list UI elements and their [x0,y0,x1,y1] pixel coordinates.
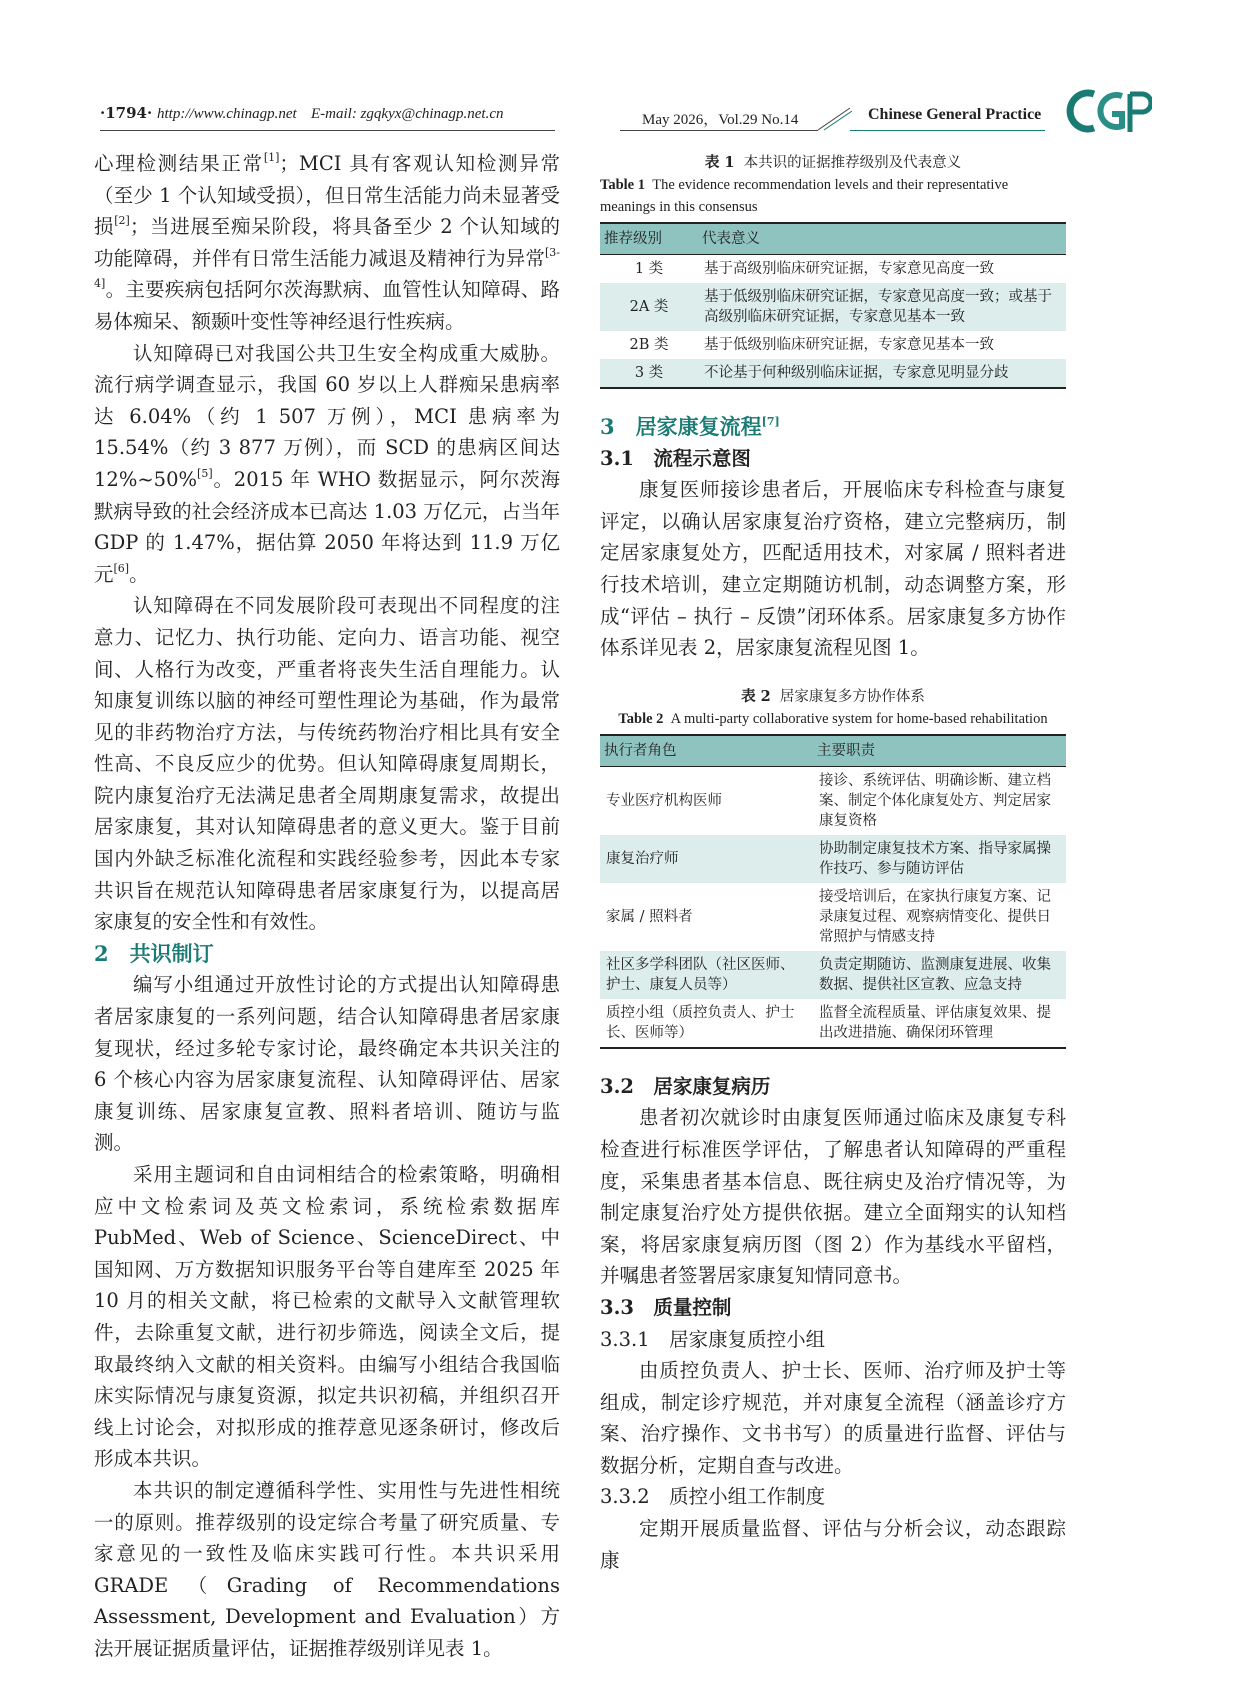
issue-date: May 2026，Vol.29 No.14 [642,112,799,128]
paragraph-1: 心理检测结果正常[1]；MCI 具有客观认知检测异常（至少 1 个认知域受损），但日常生活能力尚未显著受损[2]；当进展至痴呆阶段，将具备至少 2 个认知域的功能障碍，并伴有日常生活能力减退及精神行为异常[3-4]。主要疾病包括阿尔茨海默病、血管性认知障碍、路易体痴呆、额颞叶变性等神经退行性疾病。 [94,151,560,333]
citation[interactable]: [1] [263,151,280,164]
citation[interactable]: [3-4] [94,245,560,291]
journal-email[interactable]: E-mail: zgqkyx@chinagp.net.cn [311,106,504,122]
subsection-3-3: 3.3 质量控制 [600,1295,732,1319]
table-1-header: 代表意义 [698,223,1066,255]
subsection-3-3-1: 3.3.1 居家康复质控小组 [600,1327,826,1351]
page-number: ·1794· [100,104,153,122]
table-2-caption-cn: 表 2 居家康复多方协作体系 [741,687,925,705]
paragraph-9: 由质控负责人、护士长、医师、治疗师及护士等组成，制定诊疗规范，并对康复全流程（涵盖诊疗方案、治疗操作、文书书写）的质量进行监督、评估与数据分析，定期自查与改进。 [600,1359,1066,1477]
subsection-3-3-2: 3.3.2 质控小组工作制度 [600,1485,826,1509]
paragraph-7: 康复医师接诊患者后，开展临床专科检查与康复评定，以确认居家康复治疗资格，建立完整病历，制定居家康复处方，匹配适用技术，对家属 / 照料者进行技术培训，建立定期随访机制，动态调整方案，形成“评估 – 执行 – 反馈”闭环体系。居家康复多方协作体系详见表 2，居家康复流程见图 1。 [600,478,1066,660]
table-1-caption-cn: 表 1 本共识的证据推荐级别及代表意义 [704,154,962,171]
table-row: 质控小组（质控负责人、护士长、医师等） 监督全流程质量、评估康复效果、提出改进措施、确保闭环管理 [600,999,1066,1048]
header-rule-2 [850,130,1045,131]
paragraph-5: 采用主题词和自由词相结合的检索策略，明确相应中文检索词及英文检索词，系统检索数据库 PubMed、Web of Science、ScienceDirect、中国知网、万方数据知识服务平台等自建库至 2025 年 10 月的相关文献，将已检索的文献导入文献管理软件，去除重复文献，进行初步筛选，阅读全文后，提取最终纳入文献的相关资料。由编写小组结合我国临床实际情况与康复资源，拟定共识初稿，并组织召开线上讨论会，对拟形成的推荐意见逐条研讨，修改后形成本共识。 [94,1163,560,1471]
paragraph-3: 认知障碍在不同发展阶段可表现出不同程度的注意力、记忆力、执行功能、定向力、语言功能、视空间、人格行为改变，严重者将丧失生活自理能力。认知康复训练以脑的神经可塑性理论为基础，作为最常见的非药物治疗方法，与传统药物治疗相比具有安全性高、不良反应少的优势。但认知障碍康复周期长，院内康复治疗无法满足患者全周期康复需求，故提出居家康复，其对认知障碍患者的意义更大。鉴于目前国内外缺乏标准化流程和实践经验参考，因此本专家共识旨在规范认知障碍患者居家康复行为，以提高居家康复的安全性和有效性。 [94,594,560,934]
right-column [600,152,1066,1576]
paragraph-10: 定期开展质量监督、评估与分析会议，动态跟踪康 [600,1517,1066,1572]
table-2-caption-en: Table 2 A multi-party collaborative system for home-based rehabilitation [618,710,1048,727]
table-1-caption-en: Table 1 The evidence recommendation levels and their representative meanings in this consensus [600,177,1009,215]
subsection-3-2: 3.2 居家康复病历 [600,1074,771,1098]
citation[interactable]: [6] [113,561,130,575]
journal-name: Chinese General Practice [868,106,1042,123]
header-rule [620,130,818,131]
journal-website[interactable]: http://www.chinagp.net [156,106,297,122]
header-slant-divider [816,107,852,131]
citation[interactable]: [7] [761,415,780,428]
table-row: 康复治疗师 协助制定康复技术方案、指导家属操作技巧、参与随访评估 [600,835,1066,883]
table-row: 3 类 不论基于何种级别临床证据，专家意见明显分歧 [600,359,1066,388]
table-2-header: 主要职责 [813,735,1066,767]
table-1-header: 推荐级别 [600,223,698,255]
section-heading-3: 3 居家康复流程[7] [600,414,780,439]
paragraph-8: 患者初次就诊时由康复医师通过临床及康复专科检查进行标准医学评估，了解患者认知障碍的严重程度，采集患者基本信息、既往病史及治疗情况等，为制定康复治疗处方提供依据。建立全面翔实的认知档案，将居家康复病历图（图 2）作为基线水平留档，并嘱患者签署居家康复知情同意书。 [600,1106,1066,1288]
table-1 [600,222,1066,389]
table-row: 专业医疗机构医师 接诊、系统评估、明确诊断、建立档案、制定个体化康复处方、判定居家康复资格 [606,772,1051,829]
table-2-block [600,686,1066,1049]
table-2 [600,734,1066,1049]
table-row: 1 类 基于高级别临床研究证据，专家意见高度一致 [634,261,994,277]
table-row: 社区多学科团队（社区医师、护士、康复人员等） 负责定期随访、监测康复进展、收集数据、提供社区宣教、应急支持 [600,951,1066,999]
citation[interactable]: [2] [114,214,130,228]
running-header-left [100,104,555,131]
citation[interactable]: [5] [197,466,213,480]
paragraph-2: 认知障碍已对我国公共卫生安全构成重大威胁。流行病学调查显示，我国 60 岁以上人群痴呆患病率达 6.04%（约 1 507 万例），MCI 患病率为 15.54%（约 3 877 万例），而 SCD 的患病区间达 12%~50%[5]。2015 年 WHO 数据显示，阿尔茨海默病导致的社会经济成本已高达 1.03 万亿元，占当年 GDP 的 1.47%，据估算 2050 年将达到 11.9 万亿元[6]。 [94,341,560,586]
cgp-logo [1064,86,1152,136]
table-1-block [600,152,1066,389]
paragraph-6: 本共识的制定遵循科学性、实用性与先进性相统一的原则。推荐级别的设定综合考量了研究质量、专家意见的一致性及临床实践可行性。本共识采用 GRADE（Grading of Recommendations Assessment, Development and Evaluation）方法开展证据质量评估，证据推荐级别详见表 1。 [94,1478,560,1660]
paragraph-4: 编写小组通过开放性讨论的方式提出认知障碍患者居家康复的一系列问题，结合认知障碍患者居家康复现状，经过多轮专家讨论，最终确定本共识关注的 6 个核心内容为居家康复流程、认知障碍评估、居家康复训练、居家康复宣教、照料者培训、随访与监测。 [94,973,560,1155]
section-heading-2: 2 共识制订 [94,940,214,966]
left-column [94,148,560,1665]
subsection-3-1: 3.1 流程示意图 [600,446,751,470]
table-row: 家属 / 照料者 接受培训后，在家执行康复方案、记录康复过程、观察病情变化、提供日常照护与情感支持 [606,888,1051,945]
table-2-header: 执行者角色 [600,735,813,767]
table-row: 2B 类 基于低级别临床研究证据，专家意见基本一致 [629,337,994,353]
table-row: 2A 类 基于低级别临床研究证据，专家意见高度一致；或基于高级别临床研究证据，专家意见基本一致 [600,283,1066,331]
